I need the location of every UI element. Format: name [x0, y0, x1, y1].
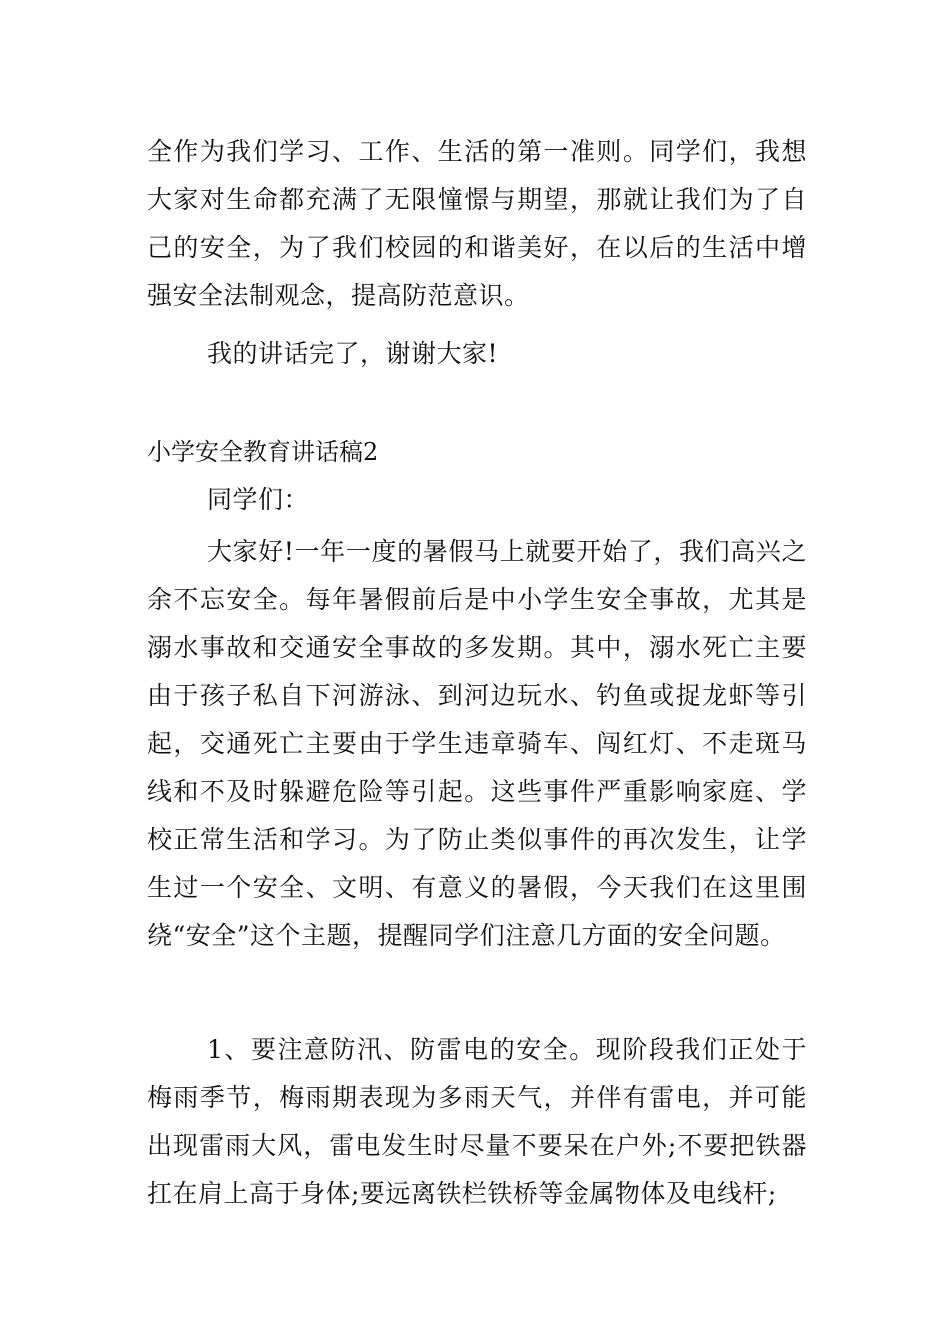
- section-title: 小学安全教育讲话稿2: [147, 438, 379, 466]
- salutation: 同学们：: [207, 485, 310, 514]
- paragraph-intro: 大家好!一年一度的暑假马上就要开始了，我们高兴之余不忘安全。每年暑假前后是中小学生安全事故，尤其是溺水事故和交通安全事故的多发期。其中，溺水死亡主要由于孩子私自下河游泳、到河边玩水、钓鱼或捉龙虾等引起，交通死亡主要由于学生违章骑车、闯红灯、不走斑马线和不及时躲避危险等引起。这些事件严重影响家庭、学校正常生活和学习。为了防止类似事件的再次发生，让学生过一个安全、文明、有意义的暑假，今天我们在这里围绕“安全”这个主题，提醒同学们注意几方面的安全问题。: [147, 537, 807, 950]
- paragraph-point-1: 1、要注意防汛、防雷电的安全。现阶段我们正处于梅雨季节，梅雨期表现为多雨天气，并伴有雷电，并可能出现雷雨大风，雷电发生时尽量不要呆在户外;不要把铁器扛在肩上高于身体;要远离铁栏铁桥等金属物体及电线杆;: [147, 1035, 807, 1208]
- paragraph-closing-text: 全作为我们学习、工作、生活的第一准则。同学们，我想大家对生命都充满了无限憧憬与期望，那就让我们为了自己的安全，为了我们校园的和谐美好，在以后的生活中增强安全法制观念，提高防范意识。: [147, 137, 807, 310]
- paragraph-closing-thanks: 我的讲话完了，谢谢大家!: [207, 339, 499, 368]
